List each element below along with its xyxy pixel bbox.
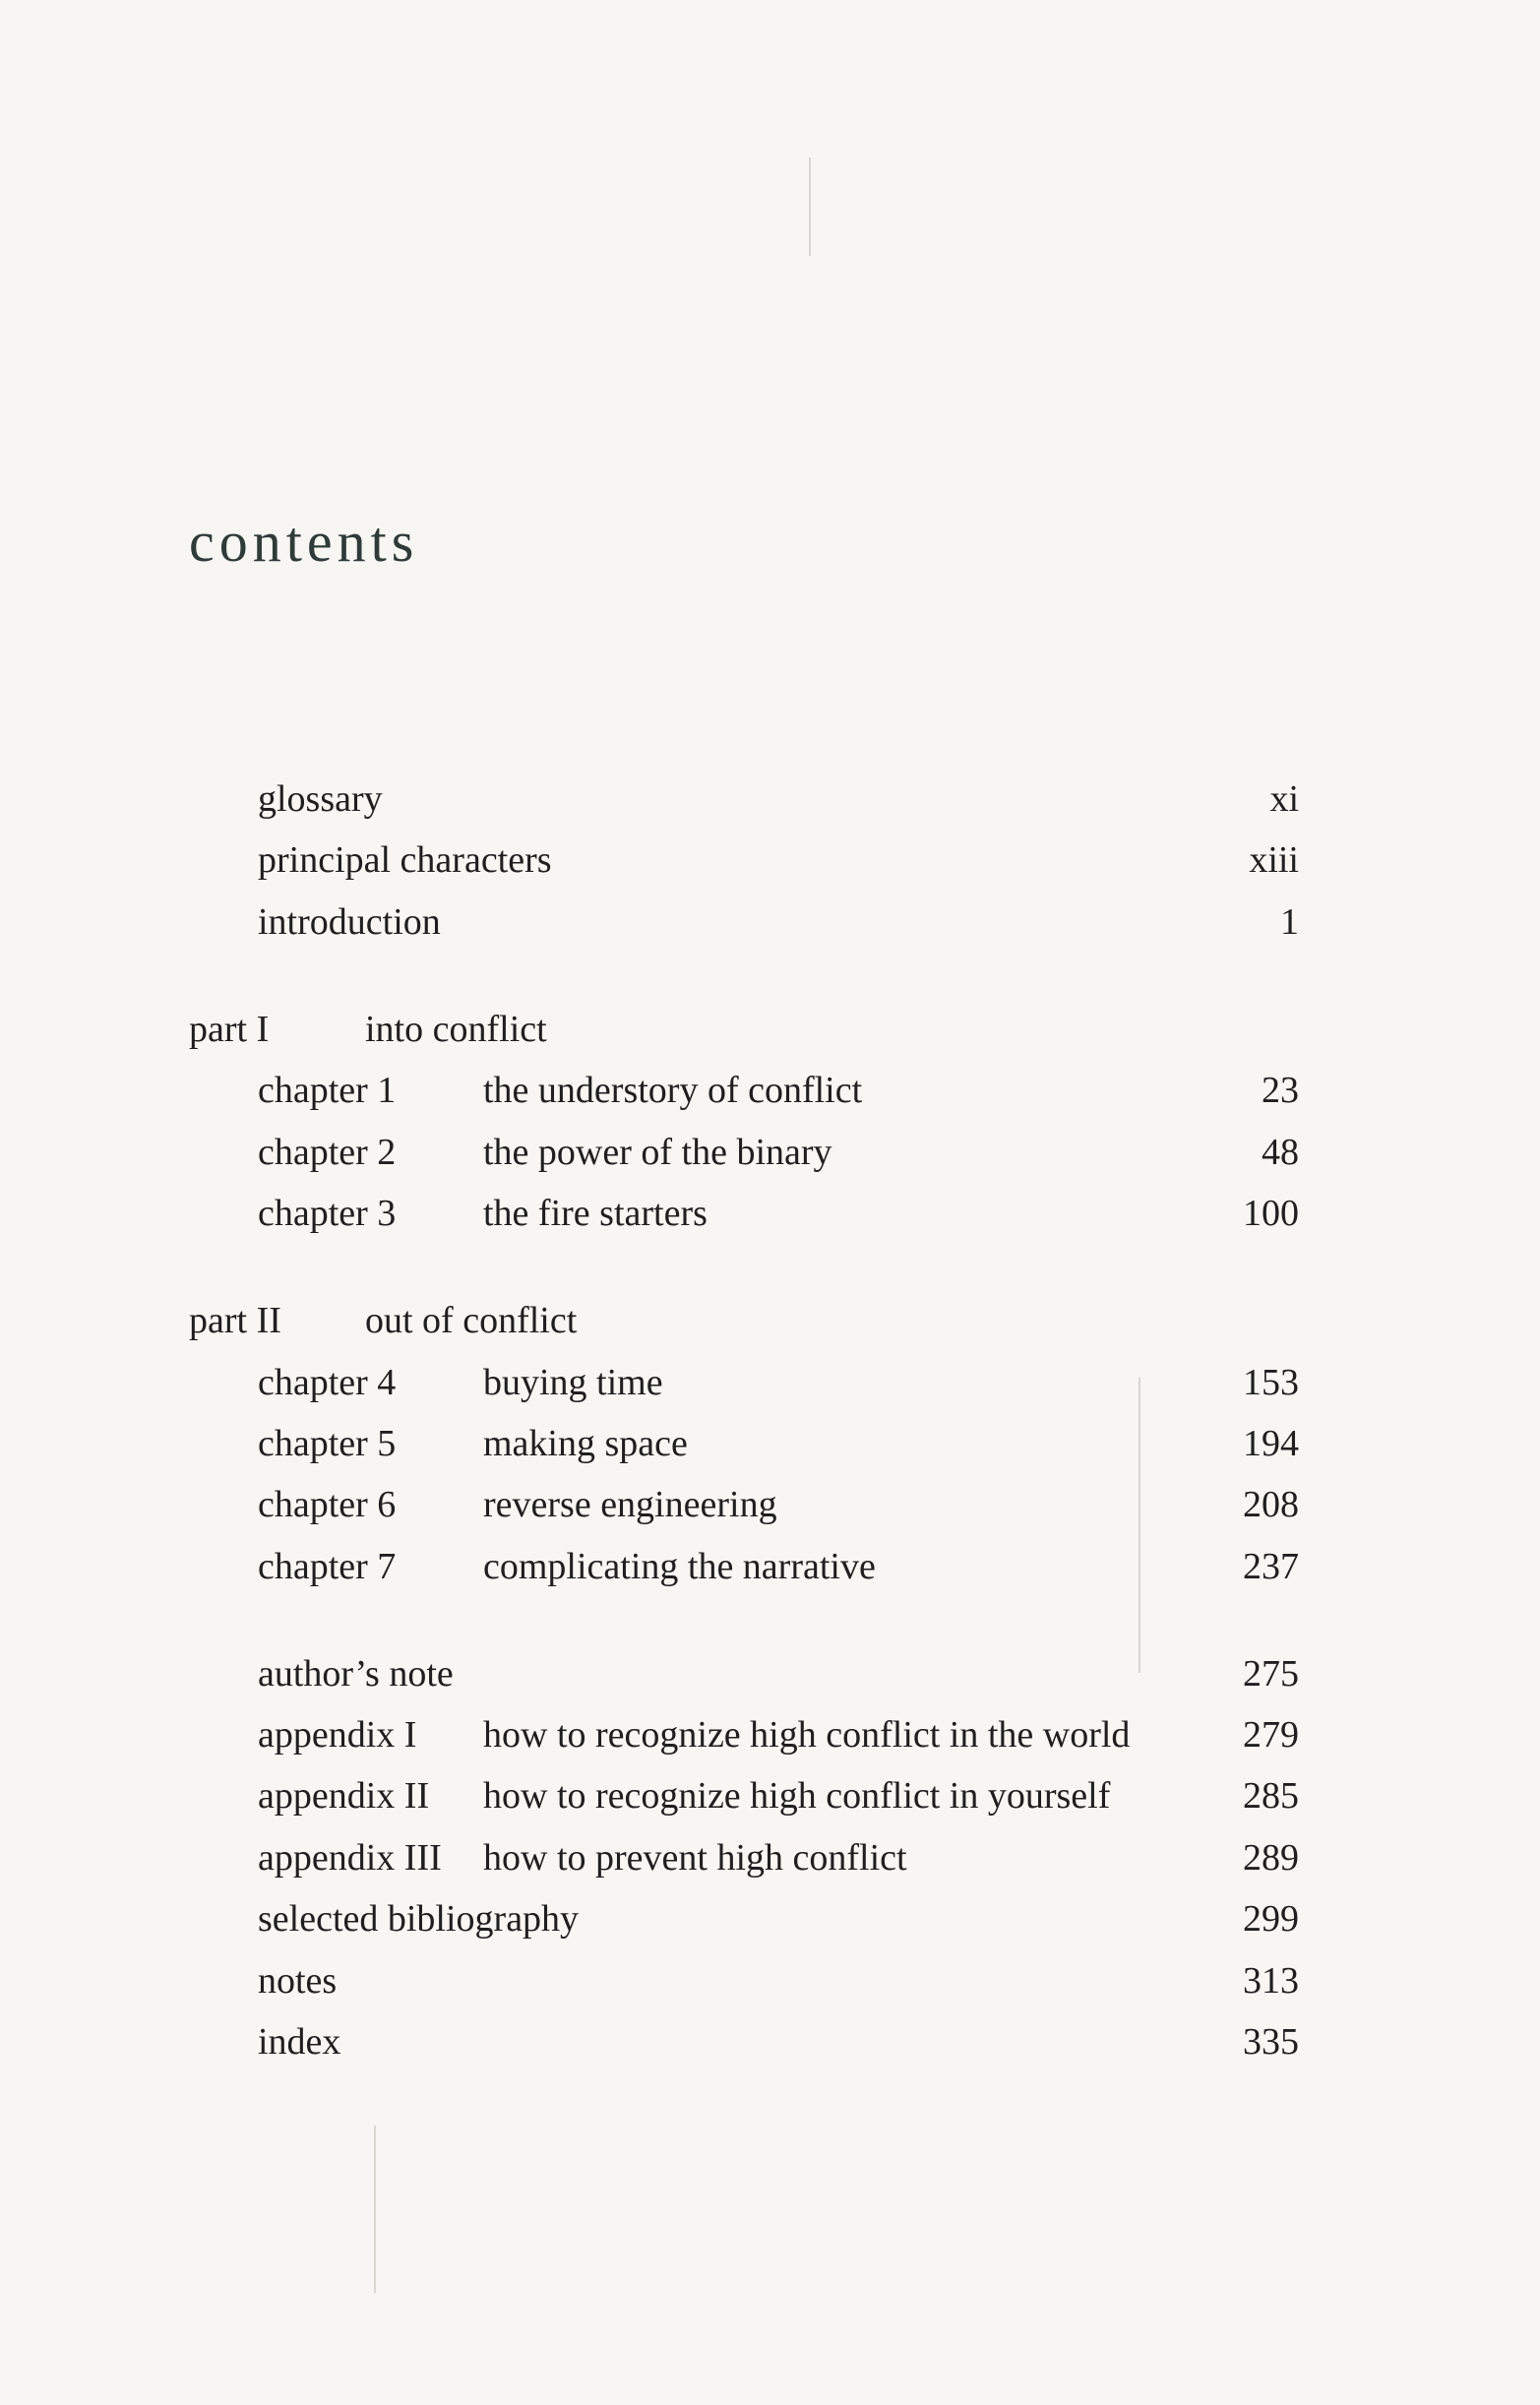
toc-entry — [0, 903, 1540, 943]
part-label: part I — [189, 1009, 270, 1050]
chapter-label: chapter 4 — [258, 1362, 397, 1403]
back-matter-entry — [0, 1655, 1540, 1695]
chapter-label: chapter 2 — [258, 1132, 397, 1173]
page-number: 335 — [1243, 2021, 1299, 2063]
chapter-title: buying time — [483, 1362, 663, 1403]
paper-mark — [374, 2126, 376, 2293]
page-number: 279 — [1243, 1714, 1299, 1756]
back-matter-entry — [0, 1716, 1540, 1756]
back-matter-entry — [0, 1777, 1540, 1817]
toc-entry — [0, 841, 1540, 881]
paper-mark — [809, 157, 811, 256]
entry-title: how to recognize high conflict in the world — [483, 1714, 1131, 1756]
back-matter-entry — [0, 1962, 1540, 2002]
part-label: part II — [189, 1300, 281, 1341]
chapter-title: the power of the binary — [483, 1132, 832, 1173]
page-number: 208 — [1243, 1484, 1299, 1525]
back-matter-entry — [0, 2023, 1540, 2063]
page-number: xi — [1269, 778, 1299, 820]
chapter-label: chapter 6 — [258, 1484, 397, 1525]
entry-label: appendix II — [258, 1775, 430, 1817]
page-number: 289 — [1243, 1837, 1299, 1879]
back-matter-entry — [0, 1900, 1540, 1940]
back-matter-entry — [0, 1839, 1540, 1879]
page-number: 285 — [1243, 1775, 1299, 1817]
page-number: 275 — [1243, 1653, 1299, 1695]
page-number: 100 — [1243, 1193, 1299, 1234]
part-title: into conflict — [365, 1009, 547, 1050]
chapter-label: chapter 7 — [258, 1546, 397, 1587]
page-number: xiii — [1249, 839, 1299, 881]
chapter-entry — [0, 1548, 1540, 1587]
chapter-title: making space — [483, 1423, 688, 1464]
page-number: 1 — [1280, 901, 1299, 943]
chapter-title: the fire starters — [483, 1193, 708, 1234]
chapter-label: chapter 5 — [258, 1423, 397, 1464]
chapter-entry — [0, 1486, 1540, 1525]
chapter-label: chapter 1 — [258, 1070, 397, 1111]
entry-label: notes — [258, 1960, 338, 2002]
page-number: 313 — [1243, 1960, 1299, 2002]
page-title: contents — [189, 510, 419, 574]
entry-title: how to recognize high conflict in yourself — [483, 1775, 1111, 1817]
page-number: 299 — [1243, 1898, 1299, 1940]
chapter-title: reverse engineering — [483, 1484, 777, 1525]
page-number: 48 — [1262, 1132, 1299, 1173]
entry-label: selected bibliography — [258, 1898, 580, 1940]
chapter-entry — [0, 1195, 1540, 1234]
paper-mark — [1139, 1378, 1140, 1673]
entry-label: glossary — [258, 778, 383, 820]
chapter-title: complicating the narrative — [483, 1546, 876, 1587]
part-heading — [0, 1302, 1540, 1341]
chapter-entry — [0, 1072, 1540, 1111]
entry-label: principal characters — [258, 839, 552, 881]
entry-title: how to prevent high conflict — [483, 1837, 907, 1879]
chapter-entry — [0, 1425, 1540, 1464]
part-title: out of conflict — [365, 1300, 578, 1341]
page-number: 153 — [1243, 1362, 1299, 1403]
chapter-label: chapter 3 — [258, 1193, 397, 1234]
part-heading — [0, 1011, 1540, 1050]
chapter-entry — [0, 1134, 1540, 1173]
entry-label: introduction — [258, 901, 441, 943]
page-number: 237 — [1243, 1546, 1299, 1587]
page-number: 194 — [1243, 1423, 1299, 1464]
chapter-title: the understory of conflict — [483, 1070, 863, 1111]
entry-label: author’s note — [258, 1653, 454, 1695]
entry-label: appendix I — [258, 1714, 417, 1756]
page-number: 23 — [1262, 1070, 1299, 1111]
entry-label: appendix III — [258, 1837, 442, 1879]
chapter-entry — [0, 1364, 1540, 1403]
toc-entry — [0, 780, 1540, 820]
entry-label: index — [258, 2021, 341, 2063]
